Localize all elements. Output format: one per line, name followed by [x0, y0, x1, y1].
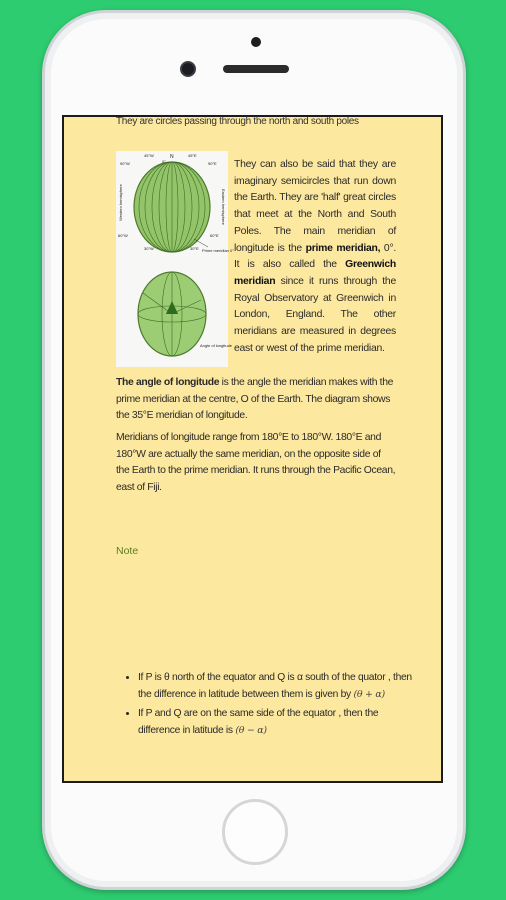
degree-label: 30°W	[144, 246, 154, 251]
bold-prime-meridian: prime meridian,	[305, 242, 384, 254]
western-hemisphere-label: Western hemisphere	[118, 184, 123, 221]
angle-of-longitude-label: Angle of longitude	[200, 343, 233, 348]
sensor-dot	[251, 37, 261, 47]
range-paragraph: Meridians of longitude range from 180°E to 180°W. 180°E and 180°W are actually the same meridian, on the opposite side of the Earth to the prime meridian. It runs through the Pacific Ocean, east of Fiji.	[116, 432, 396, 493]
angle-paragraph: The angle of longitude is the angle the meridian makes with the prime meridian at the centre, O of the Earth. The diagram shows the 35°E meridian of longitude.	[116, 377, 394, 421]
degree-label: 90°E	[208, 161, 217, 166]
degree-label: 60°W	[118, 233, 128, 238]
home-button[interactable]	[222, 799, 288, 865]
degree-label: 30°E	[190, 246, 199, 251]
list-item: • If P is θ north of the equator and Q is α south of the quator , then the difference in latitude between them is given by (θ + α)	[138, 669, 418, 703]
note-list	[122, 669, 418, 741]
partial-text-line: They are circles passing through the north and south poles	[116, 116, 359, 127]
north-label: N	[170, 154, 174, 160]
degree-label: 90°W	[120, 161, 130, 166]
eastern-hemisphere-label: Eastern hemisphere	[221, 189, 226, 225]
front-camera	[180, 61, 196, 77]
note-heading: Note	[116, 545, 139, 557]
bold-angle-of-longitude: The angle of longitude	[116, 377, 220, 388]
degree-label: 60°E	[210, 233, 219, 238]
degree-label: 45°E	[188, 153, 197, 158]
degree-label: 0°	[162, 159, 166, 164]
meridian-description: They can also be said that they are imaginary semicircles that run down the Earth. They are 'half' great circles that meet at the North and South Poles. The main meridian of longitude is the prime meridian, 0°. It is also called the Greenwich meridian since it runs through the Royal Observatory at Greenwich in London, England. The other meridians are measured in degrees east or west of the prime meridian.	[234, 159, 396, 354]
earpiece-speaker	[223, 65, 289, 73]
app-screen[interactable]	[62, 115, 443, 783]
prime-meridian-label: Prime meridian 0°	[202, 248, 234, 253]
bold-greenwich: Greenwich meridian	[234, 259, 396, 287]
list-item: • If P and Q are on the same side of the equator , then the difference in latitude is (θ − α)	[138, 705, 418, 739]
degree-label: 45°W	[144, 153, 154, 158]
globe-figure	[116, 151, 234, 367]
